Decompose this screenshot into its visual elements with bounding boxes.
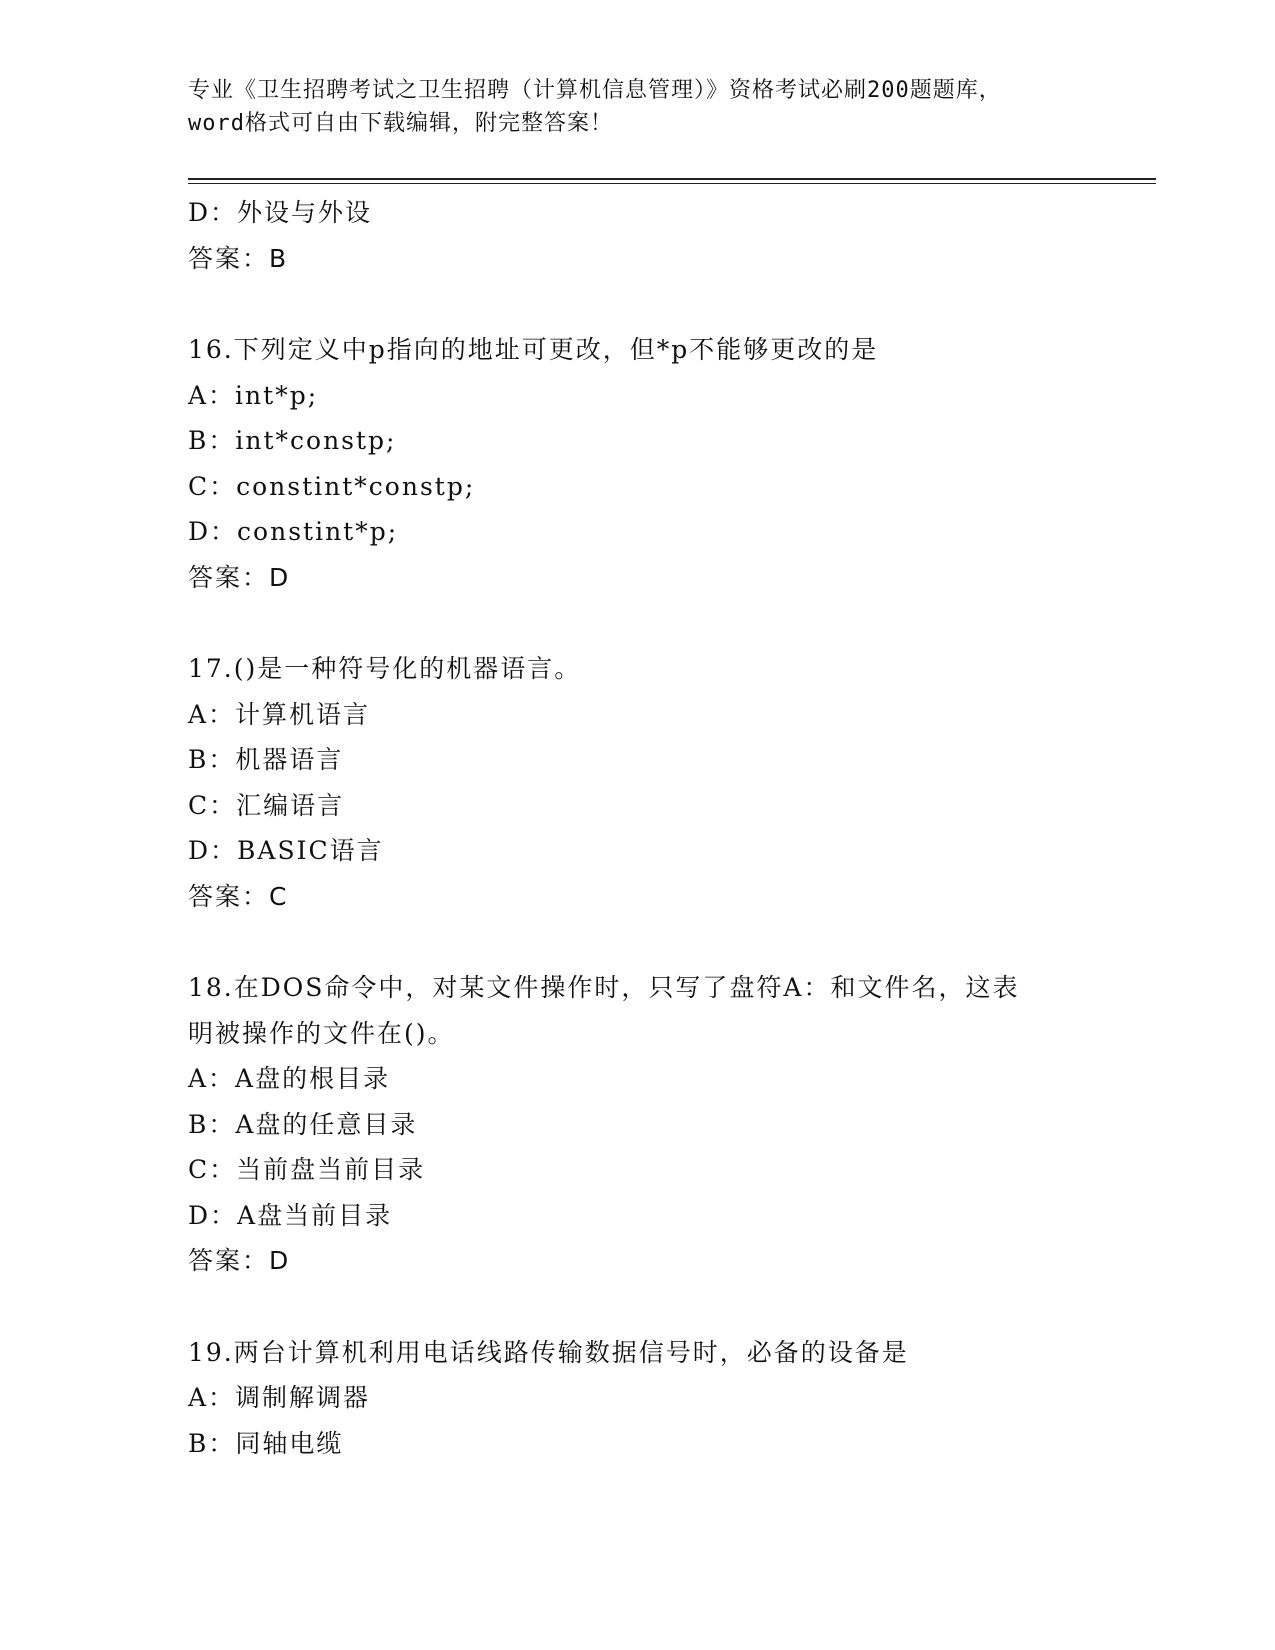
- option-d: D：BASIC语言: [188, 836, 384, 865]
- header-divider-thick: [188, 178, 1156, 180]
- option-a: A：int*p;: [188, 380, 319, 410]
- question-stem: 19.两台计算机利用电话线路传输数据信号时，必备的设备是: [188, 1337, 909, 1367]
- spacer: [188, 281, 1088, 327]
- option-b: B：A盘的任意目录: [188, 1109, 418, 1139]
- question-stem-line-1: 18.在DOS命令中，对某文件操作时，只写了盘符A：和文件名，这表: [188, 973, 1020, 1002]
- header-title-line-2: word格式可自由下载编辑，附完整答案！: [188, 111, 613, 136]
- page-header: [188, 74, 1088, 140]
- question-15-continuation: [188, 190, 1088, 281]
- option-b: B：同轴电缆: [188, 1428, 344, 1458]
- option-d: D：外设与外设: [188, 198, 373, 227]
- question-19: [188, 1330, 1088, 1467]
- option-c: C：当前盘当前目录: [188, 1155, 426, 1184]
- question-stem: 17.()是一种符号化的机器语言。: [188, 654, 582, 683]
- option-a: A：A盘的根目录: [188, 1064, 391, 1093]
- question-stem-line-2: 明被操作的文件在()。: [188, 1018, 455, 1048]
- spacer: [188, 1284, 1088, 1330]
- option-a: A：计算机语言: [188, 699, 371, 729]
- question-stem: 16.下列定义中p指向的地址可更改，但*p不能够更改的是: [188, 335, 879, 364]
- question-18: [188, 965, 1088, 1284]
- header-title-line-1: 专业《卫生招聘考试之卫生招聘（计算机信息管理）》资格考试必刷200题题库，: [188, 78, 1002, 103]
- question-16: [188, 327, 1088, 600]
- option-c: C：汇编语言: [188, 790, 345, 820]
- option-a: A：调制解调器: [188, 1383, 371, 1412]
- answer-line: 答案：C: [188, 881, 289, 911]
- header-divider-thin: [188, 183, 1156, 184]
- option-d: D：constint*p;: [188, 517, 399, 546]
- spacer: [188, 919, 1088, 965]
- option-c: C：constint*constp;: [188, 471, 476, 501]
- option-d: D：A盘当前目录: [188, 1200, 393, 1230]
- answer-line: 答案：D: [188, 1246, 291, 1275]
- question-list: [188, 190, 1088, 1466]
- option-b: B：int*constp;: [188, 426, 397, 455]
- question-17: [188, 646, 1088, 919]
- spacer: [188, 600, 1088, 646]
- answer-line: 答案：D: [188, 562, 291, 592]
- option-b: B：机器语言: [188, 745, 344, 774]
- answer-line: 答案：B: [188, 243, 289, 273]
